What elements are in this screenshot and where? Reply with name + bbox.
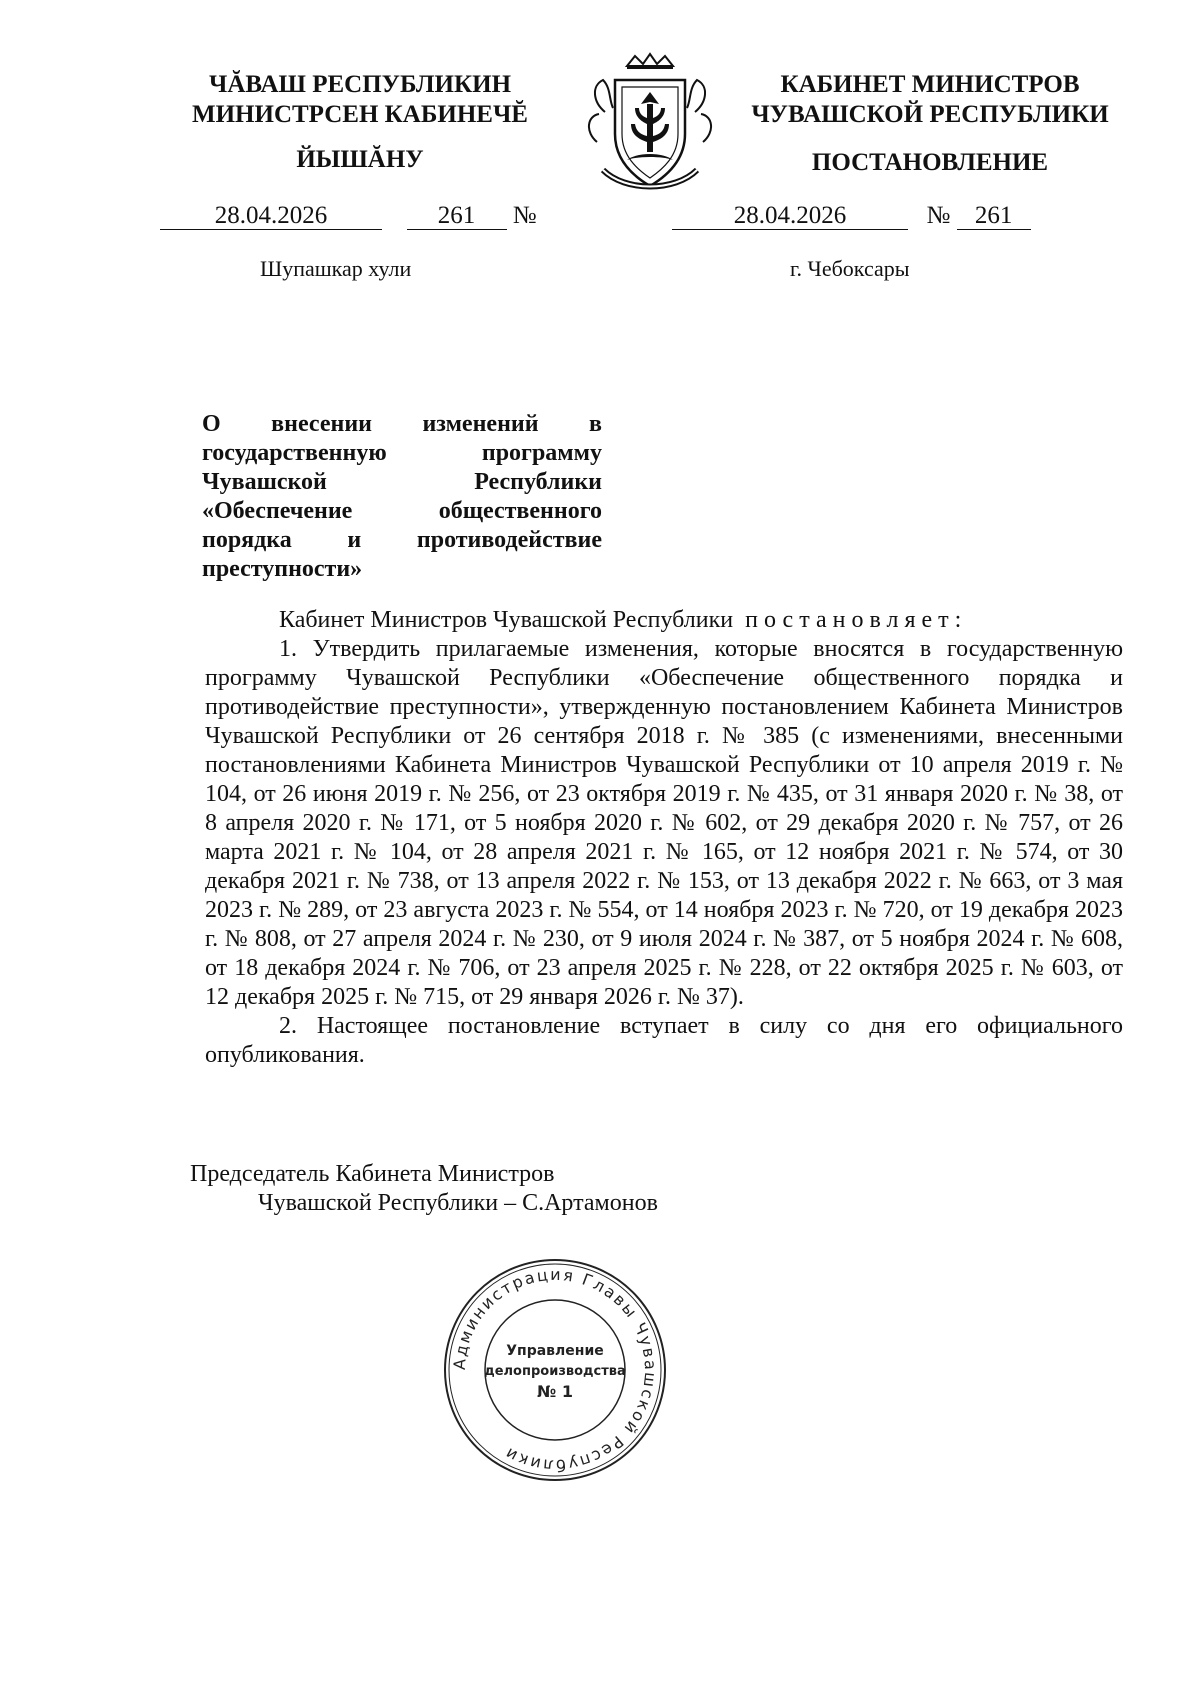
right-number: 261 <box>957 203 1031 230</box>
document-subject: О внесении изменений в государственную программу Чувашской Республики «Обеспечение общественного порядка и противодействие преступности» <box>202 411 602 582</box>
right-date-number-line <box>672 202 1031 230</box>
header-left-doc-type: ЙЫШĂНУ <box>296 146 424 173</box>
right-number-sign: № <box>926 202 951 229</box>
signature-line2: Чувашской Республики – С.Артамонов <box>258 1190 658 1216</box>
right-date: 28.04.2026 <box>672 203 908 230</box>
left-number: 261 <box>407 203 507 230</box>
stamp-center-line1: Управление <box>506 1343 604 1359</box>
stamp-center-line3: № 1 <box>537 1382 573 1401</box>
left-date-number-line <box>160 202 537 230</box>
header-left-line1: ЧĂВАШ РЕСПУБЛИКИН <box>208 71 512 98</box>
left-city: Шупашкар хули <box>260 256 412 281</box>
item-2: 2. Настоящее постановление вступает в силу со дня его официального опубликования. <box>205 1013 1123 1068</box>
item-1: 1. Утвердить прилагаемые изменения, которые вносятся в государственную программу Чувашской Республики «Обеспечение общественного порядка и противодействие преступности», утвержденную постановлением Кабинета Министров Чувашской Республики от 26 сентября 2018 г. № 385 (с изменениями, внесенными постановлениями Кабинета Министров Чувашской Республики от 10 апреля 2019 г. № 104, от 26 июня 2019 г. № 256, от 23 октября 2019 г. № 435, от 31 января 2020 г. № 38, от 8 апреля 2020 г. № 171, от 5 ноября 2020 г. № 602, от 29 декабря 2020 г. № 757, от 26 марта 2021 г. № 104, от 28 апреля 2021 г. № 165, от 12 ноября 2021 г. № 574, от 30 декабря 2021 г. № 738, от 13 апреля 2022 г. № 153, от 13 декабря 2022 г. № 663, от 3 мая 2023 г. № 289, от 23 августа 2023 г. № 554, от 14 ноября 2023 г. № 720, от 19 декабря 2023 г. № 808, от 27 апреля 2024 г. № 230, от 9 июля 2024 г. № 387, от 5 ноября 2024 г. № 608, от 18 декабря 2024 г. № 706, от 23 апреля 2025 г. № 228, от 22 октября 2025 г. № 603, от 12 декабря 2025 г. № 715, от 29 января 2026 г. № 37). <box>205 636 1123 1010</box>
header-right-line2: ЧУВАШСКОЙ РЕСПУБЛИКИ <box>751 101 1109 128</box>
left-number-sign: № <box>512 202 537 229</box>
coat-of-arms-emblem-icon <box>575 52 725 202</box>
signature-line1: Председатель Кабинета Министров <box>190 1161 555 1187</box>
preamble-start: Кабинет Министров Чувашской Республики <box>279 607 734 633</box>
right-city: г. Чебоксары <box>790 256 910 281</box>
header-right-doc-type: ПОСТАНОВЛЕНИЕ <box>811 149 1049 176</box>
document-body <box>205 606 1123 1070</box>
preamble-verb: постановляет: <box>745 607 968 633</box>
round-seal-stamp-icon <box>440 1255 670 1485</box>
preamble <box>205 606 1123 635</box>
header-right-line1: КАБИНЕТ МИНИСТРОВ <box>780 71 1080 98</box>
left-date: 28.04.2026 <box>160 203 382 230</box>
header-left-line2: МИНИСТРСЕН КАБИНЕЧĔ <box>192 101 528 128</box>
stamp-ring-text: Администрация Главы Чувашской Республики <box>449 1264 661 1476</box>
stamp-center-line2: делопроизводства <box>484 1364 626 1379</box>
